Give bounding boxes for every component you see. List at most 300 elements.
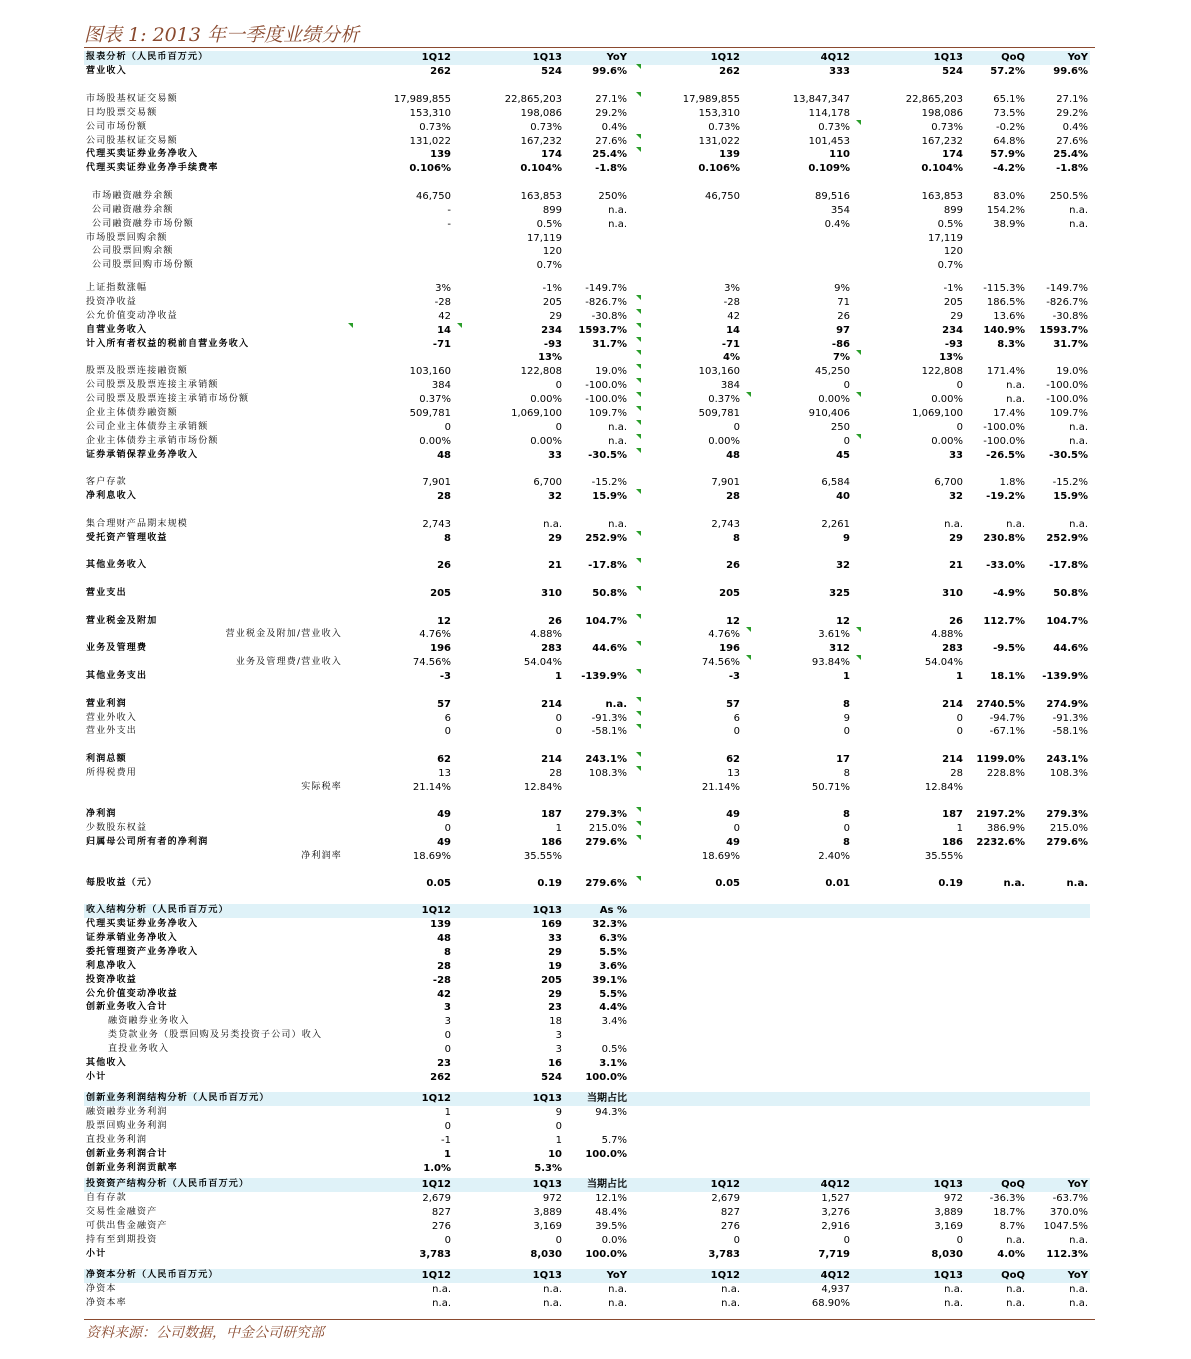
row-label: 股票回购业务利润 <box>86 1121 168 1131</box>
table-cell: 899 <box>943 205 963 216</box>
table-cell: n.a. <box>944 1298 963 1309</box>
table-cell: -67.1% <box>989 726 1025 737</box>
table-cell: 171.4% <box>986 366 1025 377</box>
table-cell: 26 <box>437 560 451 571</box>
table-cell: 4.88% <box>931 629 963 640</box>
table-cell: -149.7% <box>1046 283 1088 294</box>
table-cell: 6,700 <box>533 477 562 488</box>
table-cell: -139.9% <box>1042 671 1088 682</box>
table-row <box>84 1134 1090 1148</box>
table-cell: 163,853 <box>921 191 963 202</box>
table-cell: 214 <box>942 699 963 710</box>
table-cell: 312 <box>829 643 850 654</box>
table-cell: 13% <box>538 352 562 363</box>
row-label: 企业主体债券融资额 <box>86 408 178 418</box>
row-label: 代理买卖证券业务净收入 <box>86 149 199 159</box>
table-cell: 49 <box>726 837 740 848</box>
table-cell: 169 <box>541 919 562 930</box>
table-cell: 9 <box>555 1107 562 1118</box>
table-cell: 384 <box>720 380 740 391</box>
table-cell: -1 <box>441 1135 451 1146</box>
table-cell: n.a. <box>608 1284 627 1295</box>
table-row <box>84 1029 1090 1043</box>
table-cell: n.a. <box>543 1298 562 1309</box>
table-cell: 0 <box>555 1235 562 1246</box>
row-label: 融资融券业务利润 <box>86 1107 168 1117</box>
comment-marker-icon <box>636 669 641 674</box>
table-cell: 17.4% <box>993 408 1025 419</box>
table-cell: 1Q12 <box>421 1093 451 1104</box>
table-cell: 5.5% <box>599 947 627 958</box>
table-cell: 167,232 <box>921 136 963 147</box>
table-cell: 0 <box>444 422 451 433</box>
table-cell: 279.6% <box>585 878 627 889</box>
table-row <box>84 135 1090 149</box>
table-cell: 2,679 <box>711 1193 740 1204</box>
table-cell: 89,516 <box>815 191 850 202</box>
comment-marker-icon <box>636 766 641 771</box>
table-cell: 当期占比 <box>587 1093 627 1104</box>
table-cell: 99.6% <box>1053 66 1088 77</box>
table-cell: n.a. <box>1006 1284 1025 1295</box>
table-cell: n.a. <box>944 519 963 530</box>
table-row <box>84 960 1090 974</box>
table-cell: 3,169 <box>533 1221 562 1232</box>
table-cell: 45,250 <box>815 366 850 377</box>
table-cell: 0 <box>555 380 562 391</box>
table-cell: n.a. <box>1069 422 1088 433</box>
row-label: 直投业务利润 <box>86 1135 148 1145</box>
table-cell: 1Q13 <box>933 52 963 63</box>
table-cell: 252.9% <box>585 533 627 544</box>
table-row <box>84 767 1090 781</box>
table-cell: -826.7% <box>1046 297 1088 308</box>
table-cell: 29 <box>950 311 963 322</box>
table-cell: -36.3% <box>989 1193 1025 1204</box>
table-cell: 0 <box>956 726 963 737</box>
comment-marker-icon <box>636 295 641 300</box>
table-cell: 163,853 <box>520 191 562 202</box>
table-cell: n.a. <box>608 436 627 447</box>
row-label: 营业外收入 <box>86 713 138 723</box>
table-cell: n.a. <box>1006 380 1025 391</box>
table-cell: 1 <box>843 671 850 682</box>
table-cell: 100.0% <box>585 1249 627 1260</box>
table-cell: 103,160 <box>698 366 740 377</box>
table-cell: 3.1% <box>599 1058 627 1069</box>
table-cell: -100.0% <box>1046 394 1088 405</box>
table-row <box>84 1234 1090 1248</box>
table-cell: 214 <box>942 754 963 765</box>
table-cell: n.a. <box>432 1284 451 1295</box>
comment-marker-icon <box>636 752 641 757</box>
table-cell: 1Q12 <box>421 1270 451 1281</box>
table-cell: 9 <box>843 533 850 544</box>
row-label: 交易性金融资产 <box>86 1207 158 1217</box>
table-cell: 0 <box>444 1121 451 1132</box>
table-cell: 13% <box>939 352 963 363</box>
table-cell: 54.04% <box>924 657 963 668</box>
table-cell: 26 <box>837 311 850 322</box>
table-row <box>84 877 1090 891</box>
table-cell: 5.5% <box>599 989 627 1000</box>
table-cell: 26 <box>949 616 963 627</box>
comment-marker-icon <box>636 406 641 411</box>
table-cell: 28 <box>437 491 451 502</box>
table-cell: 6 <box>733 713 740 724</box>
table-cell: 0.7% <box>937 260 963 271</box>
table-cell: 279.3% <box>585 809 627 820</box>
table-cell: 28 <box>549 768 562 779</box>
table-cell: 68.90% <box>811 1298 850 1309</box>
row-label: 市场股基权证交易额 <box>86 94 178 104</box>
table-cell: 0 <box>843 436 850 447</box>
table-cell: -58.1% <box>591 726 627 737</box>
table-cell: 46,750 <box>705 191 740 202</box>
table-cell: n.a. <box>1006 519 1025 530</box>
table-cell: 50.71% <box>811 782 850 793</box>
table-cell: 3.4% <box>601 1016 627 1027</box>
table-cell: 0.106% <box>409 163 451 174</box>
table-cell: -63.7% <box>1052 1193 1088 1204</box>
table-cell: 262 <box>719 66 740 77</box>
comment-marker-icon <box>746 655 751 660</box>
table-cell: -1% <box>943 283 963 294</box>
row-label: 代理买卖证券业务净收入 <box>86 919 199 929</box>
table-cell: 8 <box>843 809 850 820</box>
table-cell: 8,030 <box>530 1249 562 1260</box>
row-label: 小计 <box>86 1072 107 1082</box>
row-label: 营业外支出 <box>86 726 138 736</box>
table-cell: 26 <box>726 560 740 571</box>
table-cell: 1 <box>444 1107 451 1118</box>
table-row <box>84 190 1090 204</box>
table-row <box>84 808 1090 822</box>
table-cell: -1.8% <box>595 163 627 174</box>
table-cell: 205 <box>719 588 740 599</box>
table-cell: 7,719 <box>818 1249 850 1260</box>
table-cell: 214 <box>541 699 562 710</box>
table-cell: 215.0% <box>588 823 627 834</box>
table-cell: 0.104% <box>520 163 562 174</box>
table-cell: 12.84% <box>924 782 963 793</box>
table-cell: 276 <box>720 1221 740 1232</box>
table-cell: 49 <box>726 809 740 820</box>
table-cell: 3 <box>444 1002 451 1013</box>
table-cell: 228.8% <box>986 768 1025 779</box>
table-cell: 205 <box>430 588 451 599</box>
row-label: 创新业务利润结构分析（人民币百万元） <box>86 1093 270 1103</box>
table-cell: 1Q13 <box>532 1093 562 1104</box>
table-cell: 42 <box>438 311 451 322</box>
table-cell: 4.0% <box>997 1249 1025 1260</box>
table-cell: 100.0% <box>585 1072 627 1083</box>
table-row <box>84 1297 1090 1311</box>
bottom-rule <box>84 1319 1095 1320</box>
table-row <box>84 918 1090 932</box>
table-cell: 0.05 <box>426 878 451 889</box>
row-label: 市场股票回购余额 <box>86 233 168 243</box>
table-row <box>84 1057 1090 1071</box>
table-cell: 0 <box>555 1121 562 1132</box>
table-cell: 0.00% <box>931 436 963 447</box>
table-cell: 35.55% <box>924 851 963 862</box>
table-cell: 3 <box>444 1016 451 1027</box>
table-cell: 1Q12 <box>710 52 740 63</box>
row-label: 其他业务支出 <box>86 671 148 681</box>
table-cell: 2740.5% <box>976 699 1025 710</box>
table-cell: 2,679 <box>422 1193 451 1204</box>
table-cell: 65.1% <box>993 94 1025 105</box>
table-cell: 0.5% <box>536 219 562 230</box>
table-cell: -71 <box>432 339 451 350</box>
table-cell: 3,889 <box>934 1207 963 1218</box>
table-row <box>84 1015 1090 1029</box>
row-label: 净资本分析（人民币百万元） <box>86 1270 219 1280</box>
comment-marker-icon <box>636 641 641 646</box>
table-cell: - <box>447 205 451 216</box>
row-label: 报表分析（人民币百万元） <box>86 52 209 62</box>
table-cell: 49 <box>437 809 451 820</box>
table-cell: 827 <box>720 1207 740 1218</box>
table-cell: 325 <box>829 588 850 599</box>
table-cell: -93 <box>944 339 963 350</box>
table-cell: 13 <box>727 768 740 779</box>
comment-marker-icon <box>636 309 641 314</box>
table-row <box>84 204 1090 218</box>
table-cell: 26 <box>548 616 562 627</box>
table-cell: 1199.0% <box>976 754 1025 765</box>
table-row <box>84 324 1090 338</box>
table-row <box>84 162 1090 176</box>
table-cell: n.a. <box>432 1298 451 1309</box>
table-cell: 32 <box>836 560 850 571</box>
table-cell: 4Q12 <box>820 1179 850 1190</box>
table-cell: 21.14% <box>412 782 451 793</box>
table-cell: 2,743 <box>422 519 451 530</box>
table-row <box>84 946 1090 960</box>
table-cell: 29 <box>549 311 562 322</box>
table-cell: 13 <box>438 768 451 779</box>
table-cell: 0.104% <box>921 163 963 174</box>
table-cell: 0.106% <box>698 163 740 174</box>
table-row <box>84 245 1090 259</box>
table-row <box>84 988 1090 1002</box>
table-cell: 1Q12 <box>421 52 451 63</box>
table-cell: 0 <box>843 380 850 391</box>
table-row <box>84 1106 1090 1120</box>
table-row <box>84 781 1090 795</box>
table-cell: 0.4% <box>601 122 627 133</box>
table-row <box>84 932 1090 946</box>
comment-marker-icon <box>636 821 641 826</box>
table-cell: 33 <box>548 450 562 461</box>
table-cell: n.a. <box>1006 1298 1025 1309</box>
table-cell: 18.1% <box>990 671 1025 682</box>
row-label: 直投业务收入 <box>108 1044 170 1054</box>
row-label: 投资净收益 <box>86 975 138 985</box>
table-row <box>84 518 1090 532</box>
table-cell: -15.2% <box>1052 477 1088 488</box>
table-cell: 112.7% <box>983 616 1025 627</box>
row-label: 客户存款 <box>86 477 127 487</box>
table-cell: 29 <box>548 533 562 544</box>
table-cell: 2,743 <box>711 519 740 530</box>
table-cell: 48 <box>726 450 740 461</box>
table-cell: 524 <box>942 66 963 77</box>
section-header-row <box>84 1092 1090 1106</box>
comment-marker-icon <box>636 724 641 729</box>
table-cell: 0 <box>555 726 562 737</box>
table-row <box>84 490 1090 504</box>
table-cell: 12 <box>726 616 740 627</box>
table-cell: 187 <box>942 809 963 820</box>
table-cell: 0.73% <box>931 122 963 133</box>
table-cell: 94.3% <box>595 1107 627 1118</box>
table-cell: -9.5% <box>993 643 1025 654</box>
table-cell: 50.8% <box>592 588 627 599</box>
table-cell: 9% <box>834 283 850 294</box>
table-row <box>84 407 1090 421</box>
comment-marker-icon <box>348 323 353 328</box>
table-cell: 27.6% <box>595 136 627 147</box>
comment-marker-icon <box>636 558 641 563</box>
table-row <box>84 393 1090 407</box>
table-cell: 114,178 <box>808 108 850 119</box>
table-cell: 370.0% <box>1049 1207 1088 1218</box>
table-cell: n.a. <box>543 1284 562 1295</box>
table-cell: 6 <box>444 713 451 724</box>
table-cell: 8 <box>843 699 850 710</box>
table-cell: 4Q12 <box>820 52 850 63</box>
table-cell: 0.00% <box>931 394 963 405</box>
table-cell: 38.9% <box>993 219 1025 230</box>
table-cell: 0.05 <box>715 878 740 889</box>
comment-marker-icon <box>636 876 641 881</box>
table-cell: 3,783 <box>708 1249 740 1260</box>
row-label: 公司股基权证交易额 <box>86 136 178 146</box>
comment-marker-icon <box>636 448 641 453</box>
table-cell: 71 <box>837 297 850 308</box>
table-cell: 196 <box>430 643 451 654</box>
row-label: 业务及管理费/营业收入 <box>235 657 342 667</box>
table-cell: 3 <box>555 1030 562 1041</box>
table-cell: 14 <box>726 325 740 336</box>
table-cell: n.a. <box>608 205 627 216</box>
row-label: 营业税金及附加 <box>86 616 158 626</box>
table-cell: 64.8% <box>993 136 1025 147</box>
table-cell: 10 <box>548 1149 562 1160</box>
table-cell: 15.9% <box>1053 491 1088 502</box>
table-row <box>84 379 1090 393</box>
table-cell: 1.8% <box>999 477 1025 488</box>
table-cell: -93 <box>543 339 562 350</box>
row-label: 持有至到期投资 <box>86 1235 158 1245</box>
comment-marker-icon <box>636 92 641 97</box>
table-cell: 2232.6% <box>976 837 1025 848</box>
row-label: 公司企业主体债券主承销额 <box>86 422 209 432</box>
table-cell: 139 <box>719 149 740 160</box>
table-cell: n.a. <box>608 422 627 433</box>
row-label: 日均股票交易额 <box>86 108 158 118</box>
row-label: 其他业务收入 <box>86 560 148 570</box>
table-cell: 174 <box>541 149 562 160</box>
table-cell: 35.55% <box>523 851 562 862</box>
table-row <box>84 615 1090 629</box>
table-cell: 28 <box>726 491 740 502</box>
table-cell: 22,865,203 <box>905 94 963 105</box>
section-header-row <box>84 51 1090 65</box>
table-cell: 1.0% <box>423 1163 451 1174</box>
table-cell: 262 <box>430 1072 451 1083</box>
table-cell: -1.8% <box>1056 163 1088 174</box>
row-label: 收入结构分析（人民币百万元） <box>86 905 229 915</box>
table-cell: 279.6% <box>585 837 627 848</box>
table-cell: 205 <box>542 297 562 308</box>
table-cell: 2.40% <box>818 851 850 862</box>
table-cell: 57 <box>726 699 740 710</box>
table-cell: YoY <box>1067 52 1088 63</box>
table-cell: -3 <box>439 671 451 682</box>
table-cell: 0 <box>956 422 963 433</box>
table-cell: 139 <box>430 149 451 160</box>
table-cell: 62 <box>437 754 451 765</box>
top-rule <box>84 47 1095 48</box>
table-cell: 153,310 <box>409 108 451 119</box>
row-label: 融资融券业务收入 <box>108 1016 190 1026</box>
table-cell: 3 <box>555 1044 562 1055</box>
table-cell: 46,750 <box>416 191 451 202</box>
comment-marker-icon <box>856 655 861 660</box>
table-cell: 108.3% <box>588 768 627 779</box>
comment-marker-icon <box>636 434 641 439</box>
row-label: 公司股票及股票连接主承销额 <box>86 380 219 390</box>
table-cell: -26.5% <box>986 450 1025 461</box>
table-cell: n.a. <box>1069 205 1088 216</box>
row-label: 创新业务收入合计 <box>86 1002 168 1012</box>
table-cell: 6,584 <box>821 477 850 488</box>
table-cell: 0 <box>555 713 562 724</box>
section-header-row <box>84 1269 1090 1283</box>
table-cell: 0.01 <box>825 878 850 889</box>
table-cell: 252.9% <box>1046 533 1088 544</box>
table-cell: 29 <box>949 533 963 544</box>
row-label: 公司融资融券余额 <box>92 205 174 215</box>
table-cell: 5.7% <box>601 1135 627 1146</box>
table-row <box>84 559 1090 573</box>
comment-marker-icon <box>636 147 641 152</box>
table-cell: 12 <box>437 616 451 627</box>
table-cell: -33.0% <box>986 560 1025 571</box>
row-label: 计入所有者权益的税前自营业务收入 <box>86 339 250 349</box>
table-cell: 8.3% <box>997 339 1025 350</box>
comment-marker-icon <box>856 627 861 632</box>
table-cell: 109.7% <box>1049 408 1088 419</box>
table-cell: 1Q13 <box>532 52 562 63</box>
table-row <box>84 338 1090 352</box>
table-cell: 74.56% <box>412 657 451 668</box>
table-cell: 1047.5% <box>1043 1221 1088 1232</box>
table-cell: 103,160 <box>409 366 451 377</box>
table-cell: 4.4% <box>599 1002 627 1013</box>
table-cell: 910,406 <box>808 408 850 419</box>
table-cell: n.a. <box>1006 394 1025 405</box>
row-label: 小计 <box>86 1249 107 1259</box>
table-cell: 19.0% <box>595 366 627 377</box>
table-cell: n.a. <box>1003 878 1025 889</box>
table-cell: 0.73% <box>818 122 850 133</box>
comment-marker-icon <box>636 489 641 494</box>
